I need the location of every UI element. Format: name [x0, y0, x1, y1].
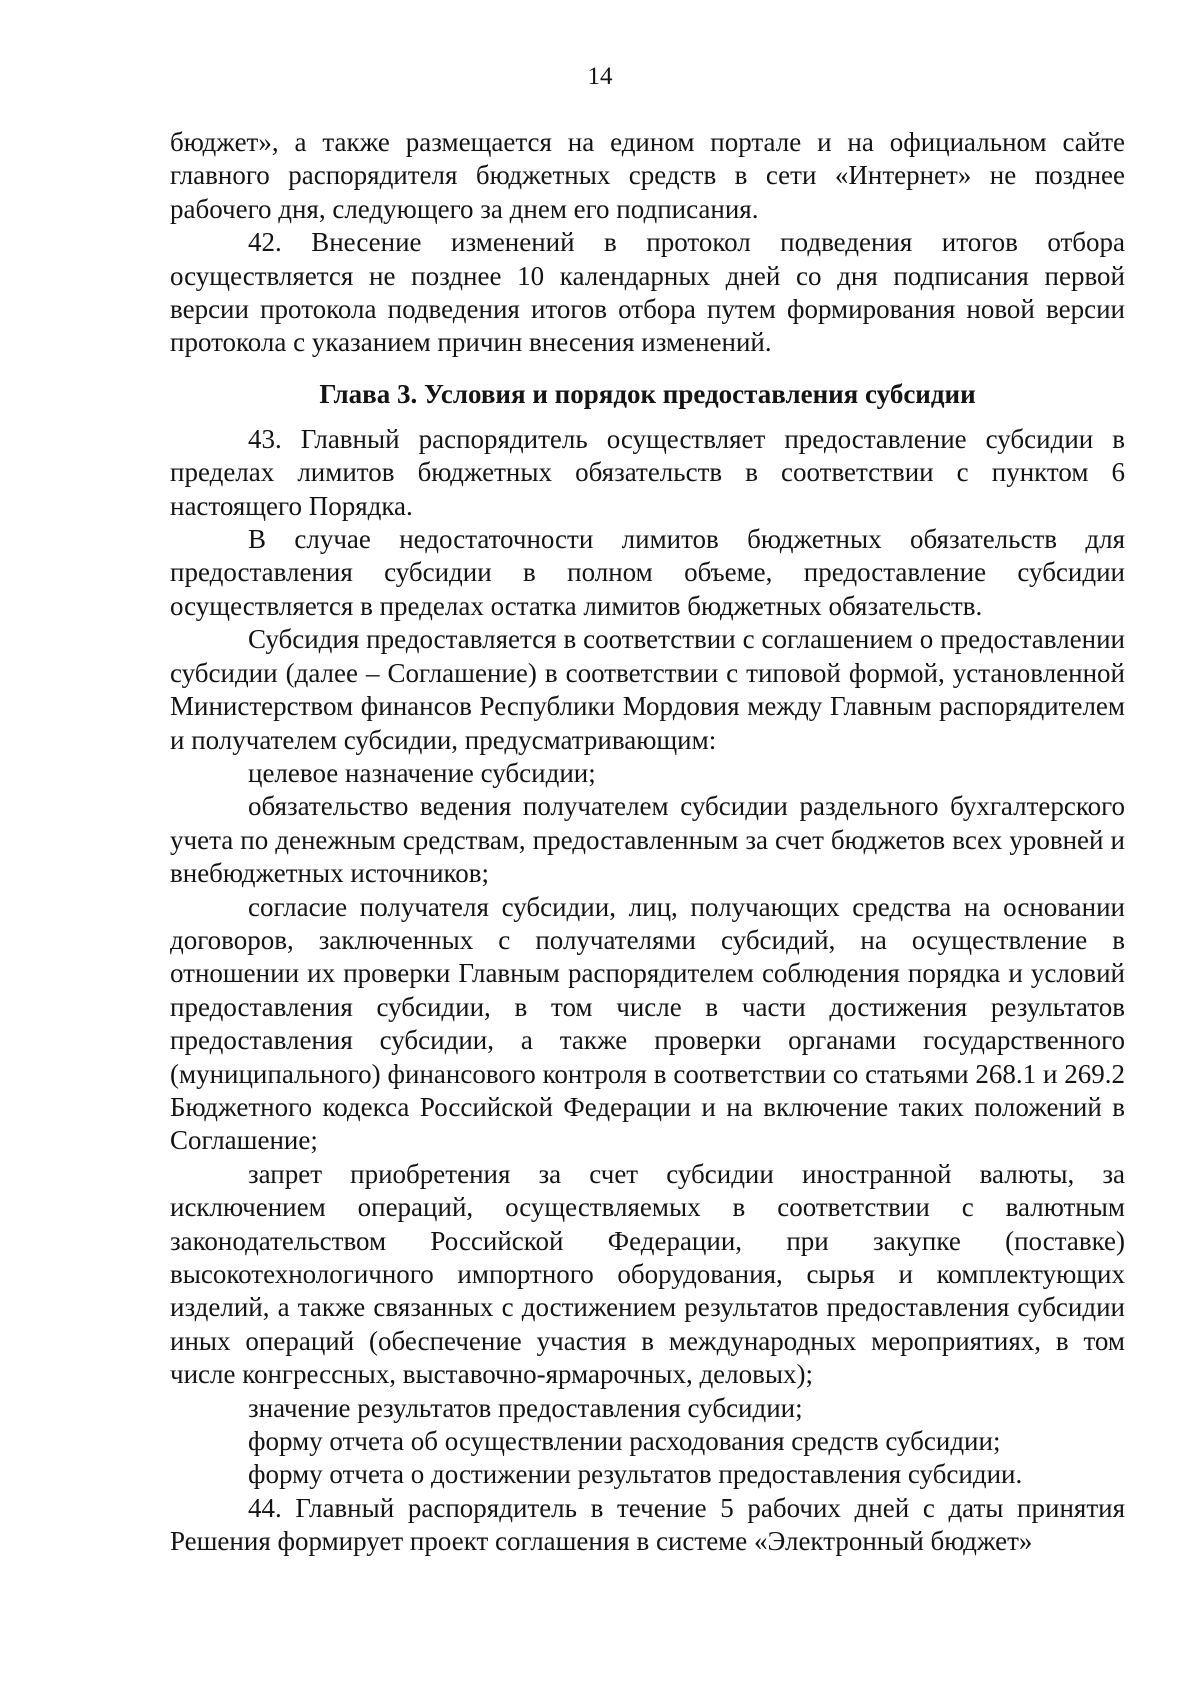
- paragraph-44: 44. Главный распорядитель в течение 5 рабочих дней с даты принятия Решения формирует проект соглашения в системе «Электронный бюджет»: [170, 1492, 1125, 1557]
- document-body: [170, 126, 1125, 1559]
- list-item-currency-ban: запрет приобретения за счет субсидии иностранной валюты, за исключением операций, осуществляемых в соответствии с валютным законодательством Российской Федерации, при закупке (поставке) высокотехнологичного импортного оборудования, сырья и комплектующих изделий, а также связанных с достижением результатов предоставления субсидии иных операций (обеспечение участия в международных мероприятиях, в том числе конгрессных, выставочно-ярмарочных, деловых);: [170, 1158, 1125, 1390]
- list-item-purpose: целевое назначение субсидии;: [248, 757, 596, 788]
- chapter-3-heading: Глава 3. Условия и порядок предоставления субсидии: [319, 378, 976, 409]
- list-item-results-value: значение результатов предоставления субсидии;: [248, 1392, 803, 1423]
- paragraph-43: 43. Главный распорядитель осуществляет предоставление субсидии в пределах лимитов бюджетных обязательств в соответствии с пунктом 6 настоящего Порядка.: [170, 423, 1125, 521]
- list-item-consent: согласие получателя субсидии, лиц, получающих средства на основании договоров, заключенных с получателями субсидий, на осуществление в отношении их проверки Главным распорядителем соблюдения порядка и условий предоставления субсидии, в том числе в части достижения результатов предоставления субсидии, а также проверки органами государственного (муниципального) финансового контроля в соответствии со статьями 268.1 и 269.2 Бюджетного кодекса Российской Федерации и на включение таких положений в Соглашение;: [170, 891, 1125, 1156]
- paragraph-42: 42. Внесение изменений в протокол подведения итогов отбора осуществляется не позднее 10 календарных дней со дня подписания первой версии протокола подведения итогов отбора путем формирования новой версии протокола с указанием причин внесения изменений.: [170, 227, 1125, 358]
- list-item-results-report: форму отчета о достижении результатов предоставления субсидии.: [248, 1459, 1023, 1490]
- list-item-accounting: обязательство ведения получателем субсидии раздельного бухгалтерского учета по денежным средствам, предоставленным за счет бюджетов всех уровней и внебюджетных источников;: [170, 791, 1125, 889]
- page-number: 14: [587, 63, 613, 90]
- list-item-spending-report: форму отчета об осуществлении расходования средств субсидии;: [248, 1426, 1001, 1457]
- paragraph-continuation: бюджет», а также размещается на едином портале и на официальном сайте главного распорядителя бюджетных средств в сети «Интернет» не позднее рабочего дня, следующего за днем его подписания.: [170, 127, 1125, 224]
- paragraph-43-shortage: В случае недостаточности лимитов бюджетных обязательств для предоставления субсидии в полном объеме, предоставление субсидии осуществляется в пределах остатка лимитов бюджетных обязательств.: [170, 524, 1125, 621]
- paragraph-43-agreement: Субсидия предоставляется в соответствии с соглашением о предоставлении субсидии (далее – Соглашение) в соответствии с типовой формой, установленной Министерством финансов Республики Мордовия между Главным распорядителем и получателем субсидии, предусматривающим:: [170, 624, 1125, 755]
